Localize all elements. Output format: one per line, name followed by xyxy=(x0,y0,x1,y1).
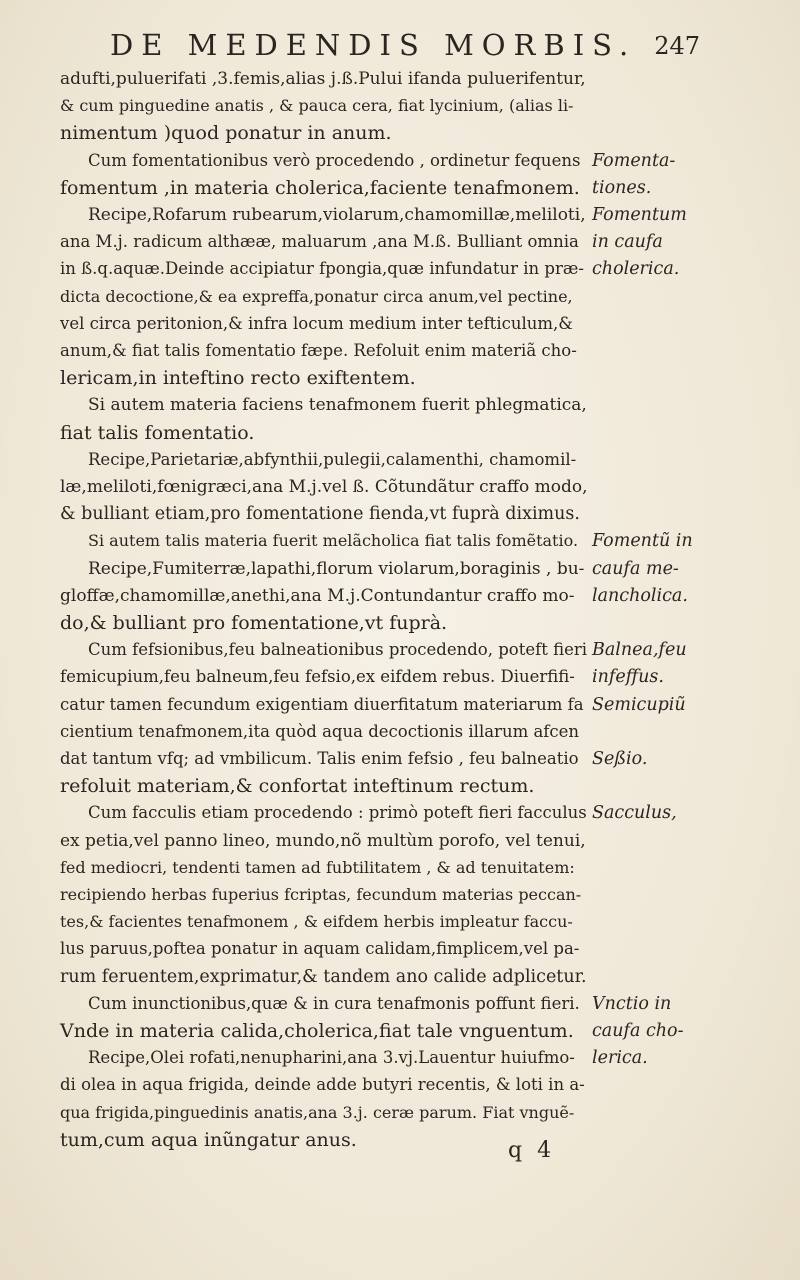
line-text: fomentum ,in materia cholerica,faciente tenafmonem. xyxy=(60,176,580,199)
margin-note: lerica. xyxy=(592,1048,648,1069)
line-text: Cum fefsionibus,feu balneationibus procedendo, poteft fieri xyxy=(88,640,588,660)
line-text: cientium tenafmonem,ita quòd aqua decoctionis illarum afcen xyxy=(60,721,580,741)
margin-note: Sacculus, xyxy=(592,803,677,824)
text-line xyxy=(0,690,800,720)
margin-note: infeffus. xyxy=(592,667,664,688)
line-text: vel circa peritonion,& infra locum medium inter tefticulum,& xyxy=(60,313,573,333)
text-line xyxy=(0,173,800,203)
text-line xyxy=(0,64,800,94)
text-line xyxy=(0,445,800,475)
line-text: Cum fomentationibus verò procedendo , ordinetur fequens xyxy=(88,150,581,170)
text-line xyxy=(0,526,800,556)
text-line xyxy=(0,635,800,665)
text-line xyxy=(0,418,800,448)
line-text: lericam,in inteftino recto exiftentem. xyxy=(60,367,416,390)
text-line xyxy=(0,282,800,312)
line-text: do,& bulliant pro fomentatione,vt fuprà. xyxy=(60,612,448,634)
line-text: Vnde in materia calida,cholerica,fiat tale vnguentum. xyxy=(60,1020,574,1042)
line-text: Recipe,Fumiterræ,lapathi,florum violarum,boraginis , bu- xyxy=(88,558,585,579)
text-line xyxy=(0,798,800,828)
line-text: recipiendo herbas fuperius fcriptas, fecundum materias peccan- xyxy=(60,885,582,904)
text-line xyxy=(0,1016,800,1046)
text-line xyxy=(0,662,800,692)
running-header xyxy=(110,28,700,68)
line-text: gloffæ,chamomillæ,anethi,ana M.j.Contundantur craffo mo- xyxy=(60,585,575,606)
line-text: femicupium,feu balneum,feu fefsio,ex eifdem rebus. Diuerfifi- xyxy=(60,667,575,687)
line-text: refoluit materiam,& confortat inteftinum rectum. xyxy=(60,775,535,798)
text-line xyxy=(0,200,800,230)
line-text: Cum facculis etiam procedendo : primò poteft fieri facculus xyxy=(88,803,587,823)
line-text: & bulliant etiam,pro fomentatione fienda,vt fuprà diximus. xyxy=(60,504,580,525)
text-line xyxy=(0,1043,800,1073)
line-text: adufti,puluerifati ,3.femis,alias j.ß.Pului ifanda puluerifentur, xyxy=(60,69,586,89)
text-line xyxy=(0,554,800,584)
margin-note: caufa me- xyxy=(592,558,679,579)
text-line xyxy=(0,472,800,502)
line-text: læ,meliloti,fœnigræci,ana M.j.vel ß. Cõtundãtur craffo modo, xyxy=(60,477,588,497)
line-text: nimentum )quod ponatur in anum. xyxy=(60,122,392,145)
line-text: fiat talis fomentatio. xyxy=(60,421,255,444)
line-text: di olea in aqua frigida, deinde adde butyri recentis, & loti in a- xyxy=(60,1075,585,1095)
margin-note: Semicupiũ xyxy=(592,694,686,715)
line-text: Si autem talis materia fuerit melãcholica fiat talis fomẽtatio. xyxy=(88,531,579,551)
page-number: 247 xyxy=(654,32,700,60)
text-line xyxy=(0,146,800,176)
text-line xyxy=(0,934,800,964)
text-line xyxy=(0,853,800,883)
text-line xyxy=(0,499,800,529)
line-text: & cum pinguedine anatis , & pauca cera, fiat lycinium, (alias li- xyxy=(60,96,574,116)
line-text: ana M.j. radicum althææ, maluarum ,ana M.ß. Bulliant omnia xyxy=(60,232,579,252)
text-line xyxy=(0,91,800,121)
text-line xyxy=(0,880,800,910)
line-text: Recipe,Rofarum rubearum,violarum,chamomillæ,meliloti, xyxy=(88,205,586,225)
running-title: DE MEDENDIS MORBIS. xyxy=(110,28,637,62)
text-line xyxy=(0,227,800,257)
text-line xyxy=(0,771,800,801)
text-line xyxy=(0,1070,800,1100)
line-text: lus paruus,poftea ponatur in aquam calidam,fimplicem,vel pa- xyxy=(60,939,580,959)
margin-note: tiones. xyxy=(592,177,652,198)
line-text: ex petia,vel panno lineo, mundo,nõ multùm porofo, vel tenui, xyxy=(60,830,586,851)
line-text: Cum inunctionibus,quæ & in cura tenafmonis poffunt fieri. xyxy=(88,993,580,1013)
line-text: Recipe,Olei rofati,nenupharini,ana 3.vj.Lauentur huiufmo- xyxy=(88,1048,575,1068)
text-line xyxy=(0,962,800,992)
line-text: dicta decoctione,& ea expreffa,ponatur circa anum,vel pectine, xyxy=(60,286,573,306)
text-line xyxy=(0,989,800,1019)
text-line xyxy=(0,581,800,611)
text-line xyxy=(0,744,800,774)
text-line xyxy=(0,309,800,339)
margin-note: Fomentum xyxy=(592,205,687,225)
margin-note: caufa cho- xyxy=(592,1021,684,1041)
margin-note: lancholica. xyxy=(592,585,688,606)
line-text: anum,& fiat talis fomentatio fæpe. Refoluit enim materiã cho- xyxy=(60,341,577,360)
line-text: catur tamen fecundum exigentiam diuerfitatum materiarum fa xyxy=(60,694,584,714)
margin-note: Vnctio in xyxy=(592,993,672,1014)
text-line xyxy=(0,826,800,856)
margin-note: Fomenta- xyxy=(592,150,676,171)
margin-note: in caufa xyxy=(592,232,663,253)
signature-mark: q 4 xyxy=(508,1138,556,1163)
margin-note: cholerica. xyxy=(592,259,680,280)
margin-note: Fomentũ in xyxy=(592,531,693,552)
line-text: qua frigida,pinguedinis anatis,ana 3.j. ceræ parum. Fiat vnguẽ- xyxy=(60,1102,575,1122)
line-text: rum feruentem,exprimatur,& tandem ano calide adplicetur. xyxy=(60,966,587,987)
margin-note: Balnea,feu xyxy=(592,640,687,661)
line-text: dat tantum vfq; ad vmbilicum. Talis enim fefsio , feu balneatio xyxy=(60,749,579,768)
margin-note: Seßio. xyxy=(592,749,648,769)
text-line xyxy=(0,390,800,420)
line-text: in ß.q.aquæ.Deinde accipiatur fpongia,quæ infundatur in præ- xyxy=(60,259,584,279)
line-text: Recipe,Parietariæ,abfynthii,pulegii,calamenthi, chamomil- xyxy=(88,449,577,469)
text-line xyxy=(0,118,800,148)
line-text: tum,cum aqua inũngatur anus. xyxy=(60,1128,357,1151)
line-text: Si autem materia faciens tenafmonem fuerit phlegmatica, xyxy=(88,395,587,416)
text-line xyxy=(0,363,800,393)
text-line xyxy=(0,717,800,747)
text-line xyxy=(0,254,800,284)
text-line xyxy=(0,336,800,366)
text-line xyxy=(0,1125,800,1155)
text-line xyxy=(0,1098,800,1128)
line-text: fed mediocri, tendenti tamen ad fubtilitatem , & ad tenuitatem: xyxy=(60,857,575,877)
text-line xyxy=(0,608,800,638)
text-line xyxy=(0,907,800,937)
line-text: tes,& facientes tenafmonem , & eifdem herbis impleatur faccu- xyxy=(60,912,573,932)
